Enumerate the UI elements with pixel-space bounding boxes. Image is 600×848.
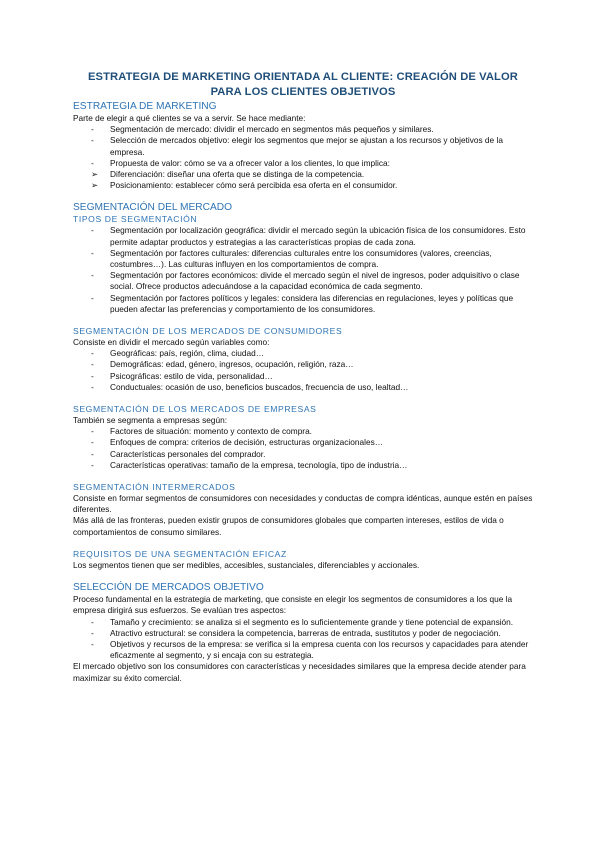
list-item-text: Geográficas: país, región, clima, ciudad… bbox=[110, 348, 265, 359]
list-item bbox=[73, 135, 533, 157]
dash-bullet-icon: - bbox=[91, 370, 94, 381]
list-empresas bbox=[73, 426, 533, 471]
dash-bullet-icon: - bbox=[91, 359, 94, 370]
list-item bbox=[73, 628, 533, 639]
list-item-text: Factores de situación: momento y contexto de compra. bbox=[110, 426, 312, 437]
dash-bullet-icon: - bbox=[91, 459, 94, 470]
dash-bullet-icon: - bbox=[91, 426, 94, 437]
list-item bbox=[73, 293, 533, 315]
paragraph-requisitos: Los segmentos tienen que ser medibles, accesibles, sustanciales, diferenciables y accionales. bbox=[73, 559, 420, 570]
dash-bullet-icon: - bbox=[91, 437, 94, 448]
dash-bullet-icon: - bbox=[91, 124, 94, 135]
list-item-text: Segmentación por factores culturales: diferencias culturales entre los consumidores (valores, creencias, costumbres…). Las culturas influyen en los comportamientos de compra. bbox=[110, 247, 492, 270]
list-item bbox=[73, 158, 533, 169]
list-item-text: Enfoques de compra: criterios de decisión, estructuras organizacionales… bbox=[110, 437, 384, 448]
list-item-text: Segmentación por localización geográfica: dividir el mercado según la ubicación física de los consumidores. Esto permite adaptar productos y estrategias a las características propias de cada zona. bbox=[110, 225, 526, 247]
list-item-text: Conductuales: ocasión de uso, beneficios buscados, frecuencia de uso, lealtad… bbox=[110, 381, 409, 392]
list-item-text: Objetivos y recursos de la empresa: se verifica si la empresa cuenta con los recursos y capacidades para atender eficazmente al segmento, y si encaja con su estrategia. bbox=[110, 638, 529, 661]
list-consumidores bbox=[73, 348, 533, 393]
dash-bullet-icon: - bbox=[91, 348, 94, 359]
dash-bullet-icon: - bbox=[91, 247, 94, 258]
outro-seleccion: El mercado objetivo son los consumidores con características y necesidades similares que la empresa decide atender para maximizar su éxito comercial. bbox=[73, 661, 526, 683]
document-title: ESTRATEGIA DE MARKETING ORIENTADA AL CLIENTE: CREACIÓN DE VALOR PARA LOS CLIENTES OBJETIVOS bbox=[88, 71, 518, 98]
list-tipos bbox=[73, 225, 533, 315]
list-item-text: Características operativas: tamaño de la empresa, tecnología, tipo de industria… bbox=[110, 459, 408, 470]
dash-bullet-icon: - bbox=[91, 638, 94, 649]
list-item-text: Diferenciación: diseñar una oferta que se distinga de la competencia. bbox=[110, 169, 365, 180]
list-item-text: Propuesta de valor: cómo se va a ofrecer valor a los clientes, lo que implica: bbox=[110, 157, 390, 168]
paragraph-intermercados-2: Más allá de las fronteras, pueden existir grupos de consumidores globales que comparten intereses, estilos de vida o comportamientos de consumo similares. bbox=[73, 515, 504, 537]
heading-seleccion: SELECCIÓN DE MERCADOS OBJETIVO bbox=[73, 582, 264, 594]
heading-empresas: SEGMENTACIÓN DE LOS MERCADOS DE EMPRESAS bbox=[73, 404, 317, 415]
list-item bbox=[73, 371, 533, 382]
heading-consumidores: SEGMENTACIÓN DE LOS MERCADOS DE CONSUMIDORES bbox=[73, 326, 343, 337]
dash-bullet-icon: - bbox=[91, 381, 94, 392]
list-item bbox=[73, 617, 533, 628]
subheading-tipos: TIPOS DE SEGMENTACIÓN bbox=[73, 214, 198, 225]
heading-intermercados: SEGMENTACIÓN INTERMERCADOS bbox=[73, 482, 236, 493]
list-item-text: Segmentación por factores políticos y legales: considera las diferencias en regulaciones, leyes y políticas que pueden afectar las preferencias y comportamiento de los consumidores. bbox=[110, 292, 514, 314]
dash-bullet-icon: - bbox=[91, 157, 94, 168]
list-item bbox=[73, 180, 533, 191]
intro-consumidores: Consiste en dividir el mercado según variables como: bbox=[73, 337, 270, 348]
heading-estrategia: ESTRATEGIA DE MARKETING bbox=[73, 101, 217, 112]
paragraph-intermercados-1: Consiste en formar segmentos de consumidores con necesidades y conductas de compra idénticas, aunque estén en países diferentes. bbox=[73, 493, 533, 515]
arrow-bullet-icon: ➢ bbox=[91, 169, 98, 180]
dash-bullet-icon: - bbox=[91, 292, 94, 303]
dash-bullet-icon: - bbox=[91, 135, 94, 146]
list-item bbox=[73, 437, 533, 448]
list-item bbox=[73, 382, 533, 393]
list-item bbox=[73, 270, 533, 292]
document-page bbox=[73, 70, 533, 684]
intro-estrategia: Parte de elegir a qué clientes se va a servir. Se hace mediante: bbox=[73, 113, 306, 123]
dash-bullet-icon: - bbox=[91, 448, 94, 459]
heading-requisitos: REQUISITOS DE UNA SEGMENTACIÓN EFICAZ bbox=[73, 548, 287, 559]
list-item-text: Posicionamiento: establecer cómo será percibida esa oferta en el consumidor. bbox=[110, 180, 398, 191]
list-item bbox=[73, 426, 533, 437]
dash-bullet-icon: - bbox=[91, 270, 94, 281]
list-item bbox=[73, 449, 533, 460]
list-item bbox=[73, 225, 533, 247]
list-item bbox=[73, 248, 533, 270]
list-item bbox=[73, 348, 533, 359]
heading-segmentacion: SEGMENTACIÓN DEL MERCADO bbox=[73, 202, 233, 214]
list-item bbox=[73, 169, 533, 180]
list-item-text: Características personales del comprador. bbox=[110, 448, 266, 459]
list-item-text: Tamaño y crecimiento: se analiza si el segmento es lo suficientemente grande y tiene potencial de expansión. bbox=[110, 616, 514, 627]
dash-bullet-icon: - bbox=[91, 616, 94, 627]
list-seleccion bbox=[73, 617, 533, 662]
intro-seleccion: Proceso fundamental en la estrategia de marketing, que consiste en elegir los segmentos de consumidores a los que la empresa dirigirá sus esfuerzos. Se evalúan tres aspectos: bbox=[73, 594, 513, 616]
dash-bullet-icon: - bbox=[91, 225, 94, 236]
list-item-text: Atractivo estructural: se considera la competencia, barreras de entrada, sustitutos y poder de negociación. bbox=[110, 627, 501, 638]
list-item bbox=[73, 639, 533, 661]
intro-empresas: También se segmenta a empresas según: bbox=[73, 415, 228, 426]
list-item bbox=[73, 460, 533, 471]
list-item-text: Segmentación por factores económicos: divide el mercado según el nivel de ingresos, poder adquisitivo o clase social. Ofrece productos adecuándose a la capacidad económica de cada segmento. bbox=[110, 270, 520, 292]
dash-bullet-icon: - bbox=[91, 627, 94, 638]
list-item-text: Selección de mercados objetivo: elegir los segmentos que mejor se ajustan a los recursos y objetivos de la empresa. bbox=[110, 135, 503, 157]
list-item-text: Segmentación de mercado: dividir el mercado en segmentos más pequeños y similares. bbox=[110, 124, 434, 135]
list-item-text: Psicográficas: estilo de vida, personalidad… bbox=[110, 370, 273, 381]
arrow-bullet-icon: ➢ bbox=[91, 180, 98, 191]
list-item bbox=[73, 124, 533, 135]
list-item bbox=[73, 359, 533, 370]
list-item-text: Demográficas: edad, género, ingresos, ocupación, religión, raza… bbox=[110, 359, 354, 370]
list-estrategia bbox=[73, 124, 533, 191]
